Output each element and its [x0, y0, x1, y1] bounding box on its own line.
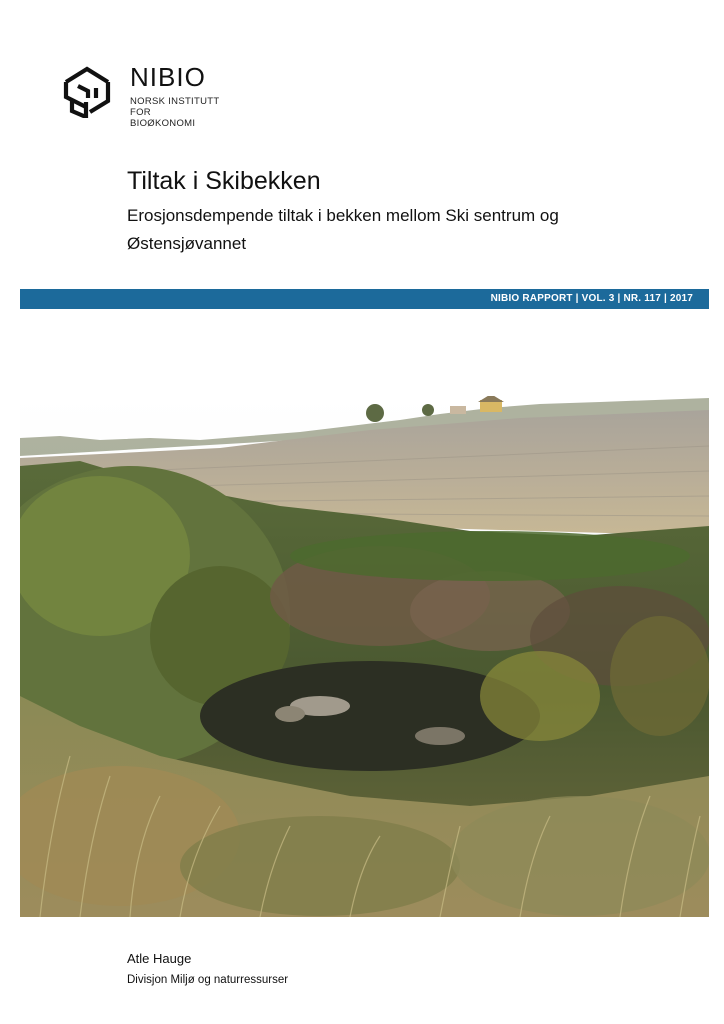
report-subtitle: Erosjonsdempende tiltak i bekken mellom Ski sentrum og Østensjøvannet: [127, 206, 559, 253]
nibio-logo: [62, 62, 242, 129]
nibio-logo-icon: [62, 64, 112, 118]
author-division: Divisjon Miljø og naturressurser: [127, 974, 289, 986]
report-title: Tiltak i Skibekken: [127, 167, 321, 195]
logo-name: NIBIO: [130, 62, 206, 92]
report-series-text: NIBIO RAPPORT | VOL. 3 | NR. 117 | 2017: [490, 293, 693, 304]
logo-subtitle-line1: NORSK INSTITUTT FOR: [130, 96, 220, 118]
logo-subtitle-line2: BIOØKONOMI: [130, 118, 196, 129]
logo-subtitle: [130, 96, 242, 129]
landscape-photo: [20, 396, 709, 917]
author-name: Atle Hauge: [127, 951, 192, 966]
report-series-bar: [20, 289, 709, 309]
